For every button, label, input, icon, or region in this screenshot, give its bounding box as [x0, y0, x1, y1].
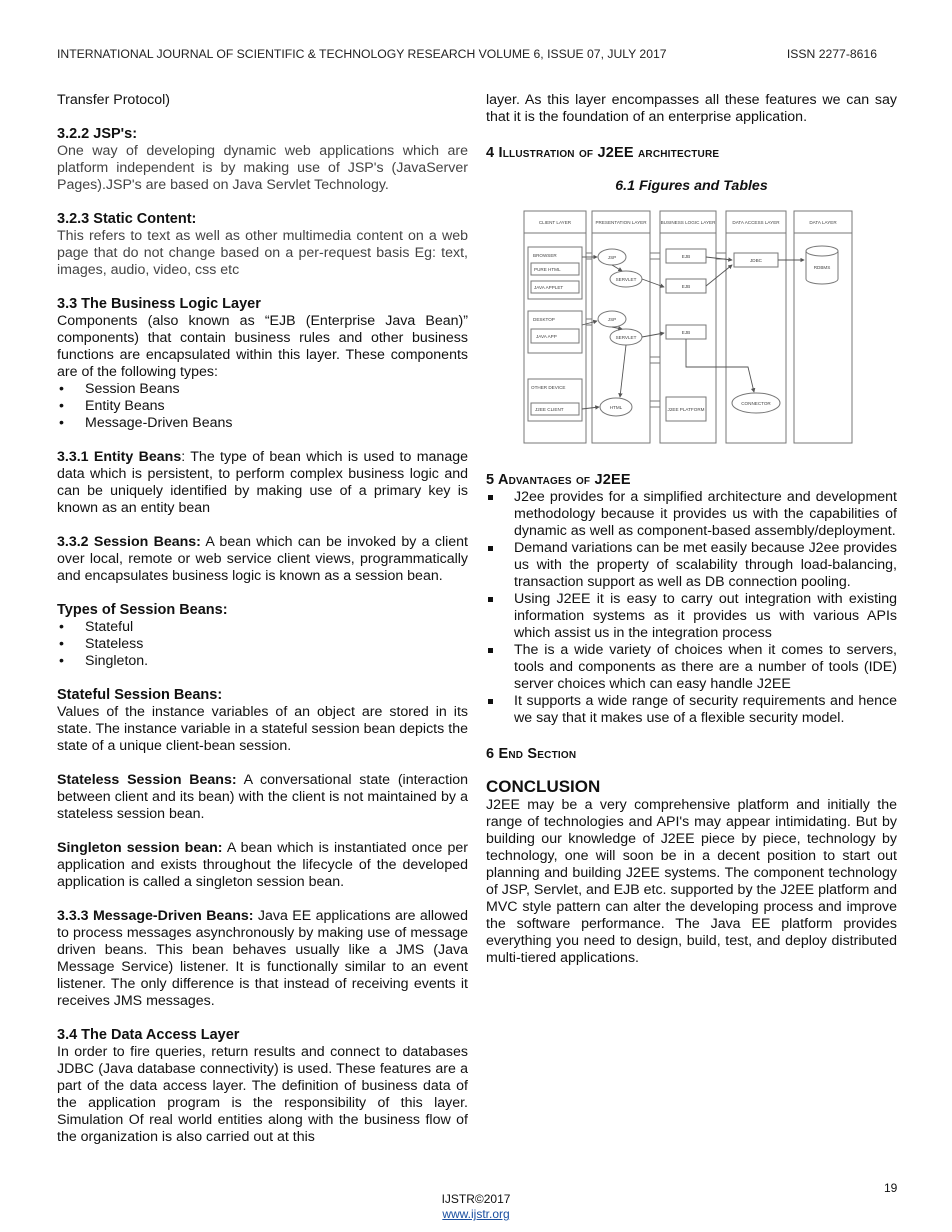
- list-item: • Stateful: [57, 619, 468, 636]
- types-list: [57, 619, 468, 670]
- singleton-paragraph: [57, 840, 468, 891]
- entity-paragraph: [57, 449, 468, 517]
- desktop-label: DESKTOP: [533, 317, 555, 322]
- j2ee-client-label: J2EE CLIENT: [535, 407, 564, 412]
- left-column: [57, 92, 468, 1146]
- column-header-presentation: PRESENTATION LAYER: [595, 220, 647, 225]
- servlet-label-1: SERVLET: [615, 277, 637, 282]
- dal-heading: 3.4 The Data Access Layer: [57, 1027, 240, 1043]
- issn: ISSN 2277-8616: [786, 47, 877, 61]
- page-number: 19: [884, 1181, 898, 1195]
- java-app-label: JAVA APP: [536, 334, 557, 339]
- list-item: • Session Beans: [57, 381, 468, 398]
- list-item: • Singleton.: [57, 653, 468, 670]
- journal-title: INTERNATIONAL JOURNAL OF SCIENTIFIC & TECHNOLOGY RESEARCH VOLUME 6, ISSUE 07, JULY 2017: [57, 47, 667, 61]
- list-item: • Stateless: [57, 636, 468, 653]
- list-item: J2ee provides for a simplified architecture and development methodology because it provides us with the capabilities of dynamic as well as component-based assembly/deployment.: [486, 489, 897, 540]
- pure-html-label: PURE HTML: [534, 267, 561, 272]
- conclusion-text: J2EE may be a very comprehensive platform and initially the range of technologies and API's may appear intimidating. But by building our knowledge of J2EE piece by piece, technology by technology, one will soon be in a decent position to start out planning and building J2EE systems. The component technology of JSP, Servlet, and EJB etc. supported by the J2EE platform and MVC style pattern can alter the developing process and improve the software performance. The Java EE platform provides everything you need to design, build, test, and deploy distributed multi-tiered applications.: [486, 797, 897, 966]
- ejb-label-3: EJB: [681, 330, 691, 335]
- jsp-label-1: JSP: [607, 255, 617, 260]
- mdb-text: Java EE applications are allowed to process messages asynchronously by making use of message driven beans. This bean behaves usually like a JMS (Java Message Service) listener. It is functionally similar to an event listener. The only difference is that instead of receiving events it receives JMS messages.: [57, 908, 468, 1009]
- singleton-text: A bean which is instantiated once per application and exists throughout the lifecycle of the developed application is called a singleton session bean.: [57, 840, 468, 890]
- running-header: [57, 46, 877, 63]
- column-header-business: BUSINESS LOGIC LAYER: [660, 220, 716, 225]
- types-heading: Types of Session Beans:: [57, 602, 228, 618]
- browser-label: BROWSER: [533, 253, 557, 258]
- list-item: The is a wide variety of choices when it comes to servers, tools and components as there are a number of tools (IDE) server choices which can easy handle J2EE: [486, 642, 897, 693]
- conclusion-heading: CONCLUSION: [486, 777, 601, 796]
- static-text: This refers to text as well as other multimedia content on a web page that do not change based on a per-request basis Eg: text, images, audio, video, css etc: [57, 228, 468, 278]
- column-header-data: DATA LAYER: [809, 220, 837, 225]
- intro-tail: Transfer Protocol): [57, 92, 171, 108]
- mdb-heading: 3.3.3 Message-Driven Beans:: [57, 908, 254, 924]
- stateless-heading: Stateless Session Beans:: [57, 772, 237, 788]
- entity-text: : The type of bean which is used to manage data which is persistent, to perform complex business logic and can be uniquely identified by making use of a primary key is known as an entity bean: [57, 449, 468, 516]
- session-heading: 3.3.2 Session Beans:: [57, 534, 201, 550]
- list-item: It supports a wide range of security requirements and hence we say that it makes use of a flexible security model.: [486, 693, 897, 727]
- jsp-text: One way of developing dynamic web applications which are platform independent is by making use of JSP's (JavaServer Pages).JSP's are based on Java Servlet Technology.: [57, 143, 468, 193]
- section5-heading: 5 Advantages of J2EE: [486, 472, 631, 488]
- mdb-paragraph: [57, 908, 468, 1010]
- entity-heading: 3.3.1 Entity Beans: [57, 449, 182, 465]
- jsp-label-2: JSP: [607, 317, 617, 322]
- journal-url-link[interactable]: www.ijstr.org: [442, 1207, 510, 1221]
- ejb-label-1: EJB: [681, 254, 691, 259]
- page-footer: [0, 1192, 952, 1222]
- advantages-list: [486, 489, 897, 727]
- right-column: [486, 92, 897, 967]
- session-paragraph: [57, 534, 468, 585]
- dal-text: In order to fire queries, return results and connect to databases JDBC (Java database connectivity) is used. These features are a part of the data access layer. The definition of business data of the application program is the responsibility of this layer. Simulation Of real world entities along with the business flow of the organization is also carried out at this: [57, 1044, 468, 1145]
- j2ee-platform-label: J2EE PLATFORM: [667, 407, 705, 412]
- stateless-paragraph: [57, 772, 468, 823]
- singleton-heading: Singleton session bean:: [57, 840, 223, 856]
- list-item: Using J2EE it is easy to carry out integration with existing information systems as it provides us with various APIs which assist us in the integration process: [486, 591, 897, 642]
- figure-caption: 6.1 Figures and Tables: [615, 178, 768, 194]
- stateful-text: Values of the instance variables of an object are stored in its state. The instance variable in a stateful session bean depicts the state of a unique client-bean session.: [57, 704, 468, 754]
- static-heading: 3.2.3 Static Content:: [57, 211, 197, 227]
- dal-tail: layer. As this layer encompasses all these features we can say that it is the foundation of an enterprise application.: [486, 92, 897, 125]
- copyright: IJSTR©2017: [441, 1192, 511, 1206]
- list-item: • Entity Beans: [57, 398, 468, 415]
- column-header-client: CLIENT LAYER: [538, 220, 572, 225]
- architecture-diagram: [486, 207, 897, 445]
- section6-heading: 6 End Section: [486, 746, 577, 762]
- jsp-heading: 3.2.2 JSP's:: [57, 126, 138, 142]
- section4-heading: 4 Illustration of J2EE architecture: [486, 145, 720, 161]
- jdbc-label: JDBC: [750, 258, 762, 263]
- list-item: • Message-Driven Beans: [57, 415, 468, 432]
- java-applet-label: JAVA APPLET: [534, 285, 564, 290]
- column-header-data-access: DATA ACCESS LAYER: [732, 220, 780, 225]
- ejb-label-2: EJB: [681, 284, 691, 289]
- connector-label: CONNECTOR: [741, 401, 771, 406]
- servlet-label-2: SERVLET: [615, 335, 637, 340]
- other-device-label: OTHER DEVICE: [531, 385, 566, 390]
- bll-text: Components (also known as “EJB (Enterprise Java Bean)” components) that contain business rules and other business functions are encapsulated within this layer. These components are of the following types:: [57, 313, 468, 380]
- bll-heading: 3.3 The Business Logic Layer: [57, 296, 261, 312]
- html-label: HTML: [609, 405, 623, 410]
- bll-list: [57, 381, 468, 432]
- stateful-heading: Stateful Session Beans:: [57, 687, 223, 703]
- list-item: Demand variations can be met easily because J2ee provides us with the property of scalability through load-balancing, transaction support as well as DB connection pooling.: [486, 540, 897, 591]
- session-text: A bean which can be invoked by a client over local, remote or web service client views, programmatically and encapsulates business logic is known as a session bean.: [57, 534, 468, 584]
- rdbms-label: RDBMS: [813, 265, 831, 270]
- stateless-text: A conversational state (interaction between client and its bean) with the client is not maintained by a stateless session bean.: [57, 772, 468, 822]
